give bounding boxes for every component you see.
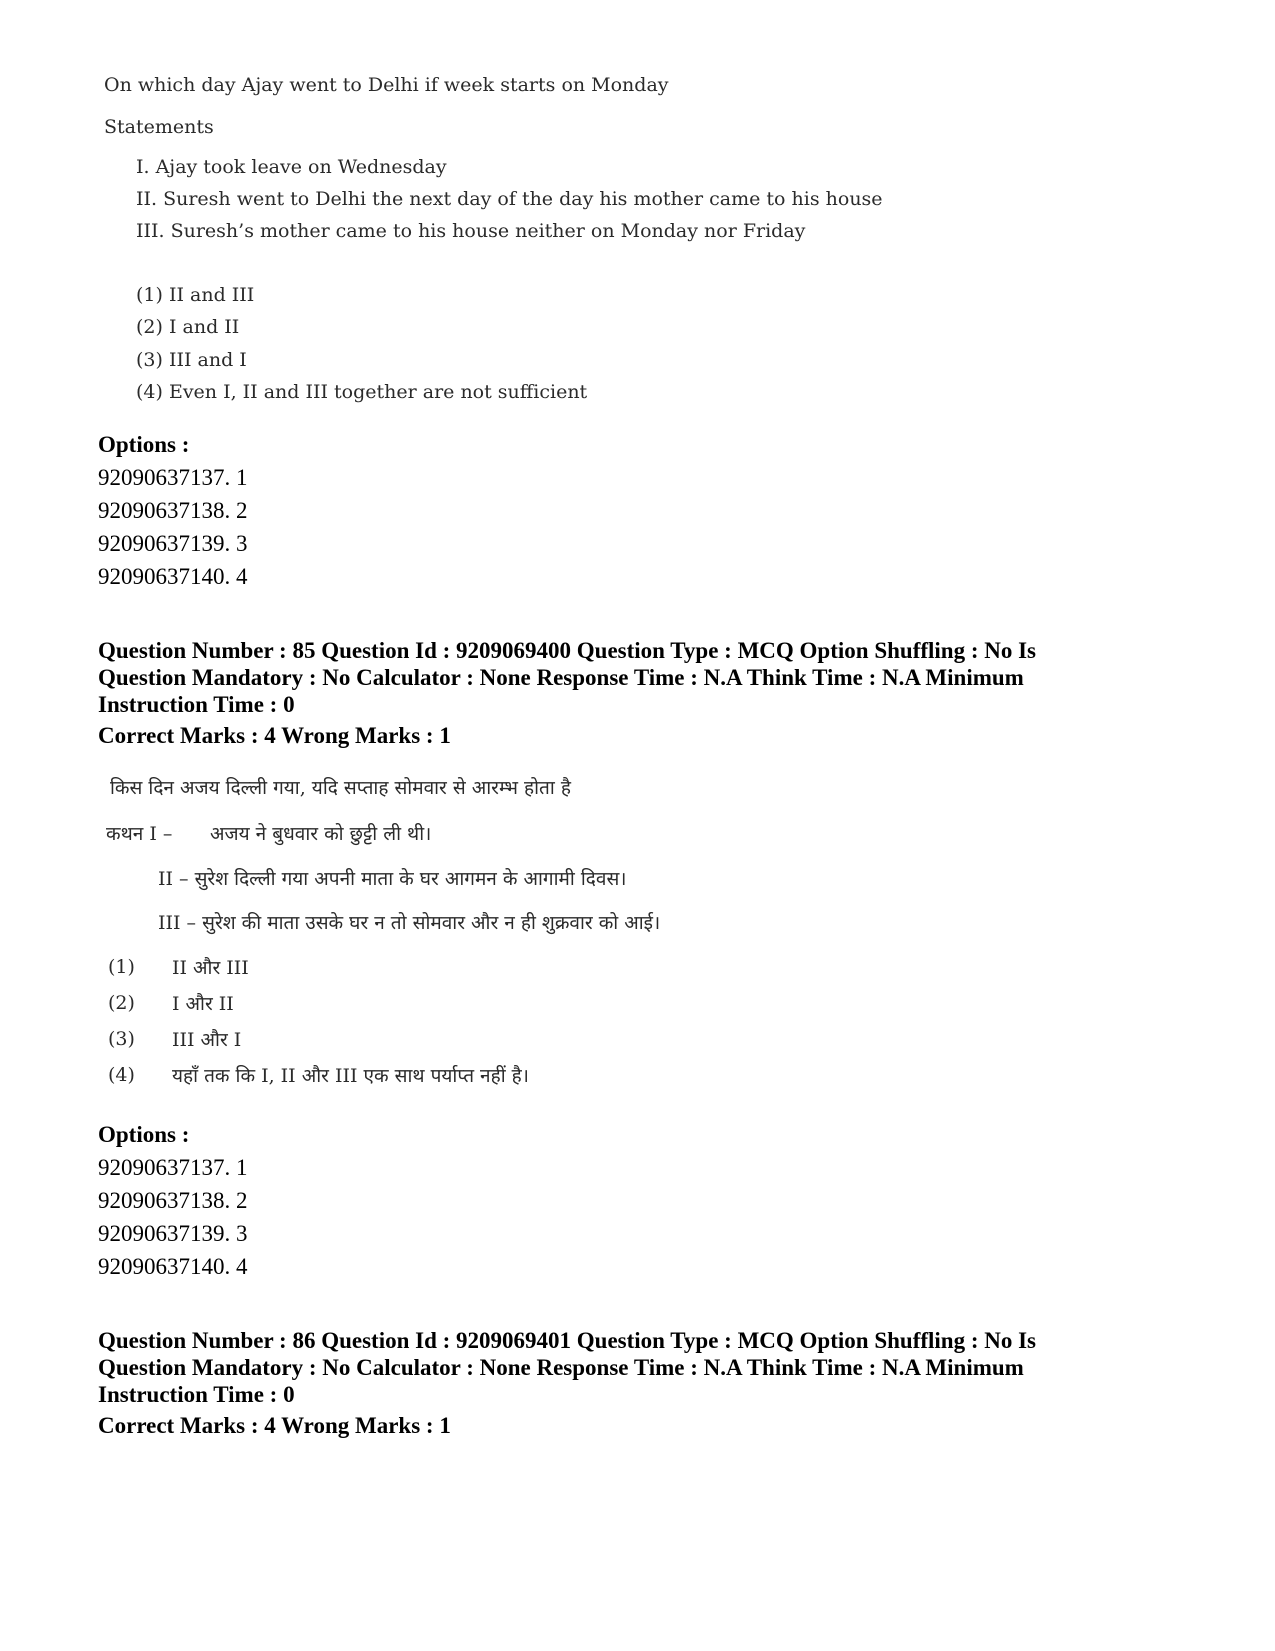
choice-2: I और II [172,993,234,1015]
statements-label: Statements [104,116,214,138]
statement-1: I. Ajay took leave on Wednesday [136,156,447,178]
choice-2: (2) I and II [136,316,240,338]
statement-1: अजय ने बुधवार को छुट्टी ली थी। [210,823,432,845]
choice-num-1: (1) [108,956,135,978]
statement-3: III – सुरेश की माता उसके घर न तो सोमवार और न ही शुक्रवार को आई। [158,912,661,934]
question-86-meta [98,1327,1198,1408]
option-2: 92090637138. 2 [98,1188,248,1213]
option-2: 92090637138. 2 [98,498,248,523]
question-text: On which day Ajay went to Delhi if week starts on Monday [104,74,669,96]
meta-line: Question Number : 86 Question Id : 9209069401 Question Type : MCQ Option Shuffling : No Is [98,1328,1037,1353]
statement-label: कथन I – [106,823,173,845]
meta-line: Question Number : 85 Question Id : 9209069400 Question Type : MCQ Option Shuffling : No Is [98,638,1037,663]
option-4: 92090637140. 4 [98,1254,248,1279]
choice-num-4: (4) [108,1064,135,1086]
choice-1: II और III [172,957,249,979]
options-label: Options : [98,1122,190,1147]
choice-3: III और I [172,1029,242,1051]
statement-2: II. Suresh went to Delhi the next day of the day his mother came to his house [136,188,883,210]
option-1: 92090637137. 1 [98,1155,248,1180]
choice-1: (1) II and III [136,284,255,306]
question-85-meta [98,637,1198,718]
statement-3: III. Suresh’s mother came to his house neither on Monday nor Friday [136,220,806,242]
choice-num-3: (3) [108,1028,135,1050]
options-label: Options : [98,432,190,457]
option-3: 92090637139. 3 [98,1221,248,1246]
choice-num-2: (2) [108,992,135,1014]
statement-2: II – सुरेश दिल्ली गया अपनी माता के घर आगमन के आगामी दिवस। [158,868,627,890]
choice-4: यहाँ तक कि I, II और III एक साथ पर्याप्त नहीं है। [172,1065,529,1087]
option-4: 92090637140. 4 [98,564,248,589]
question-text: किस दिन अजय दिल्ली गया, यदि सप्ताह सोमवार से आरम्भ होता है [110,777,571,799]
question-86-marks: Correct Marks : 4 Wrong Marks : 1 [98,1413,451,1438]
option-3: 92090637139. 3 [98,531,248,556]
meta-line: Instruction Time : 0 [98,692,295,717]
option-1: 92090637137. 1 [98,465,248,490]
question-85-marks: Correct Marks : 4 Wrong Marks : 1 [98,723,451,748]
meta-line: Question Mandatory : No Calculator : None Response Time : N.A Think Time : N.A Minimum [98,665,1024,690]
meta-line: Question Mandatory : No Calculator : None Response Time : N.A Think Time : N.A Minimum [98,1355,1024,1380]
choice-3: (3) III and I [136,349,247,371]
meta-line: Instruction Time : 0 [98,1382,295,1407]
choice-4: (4) Even I, II and III together are not sufficient [136,381,588,403]
